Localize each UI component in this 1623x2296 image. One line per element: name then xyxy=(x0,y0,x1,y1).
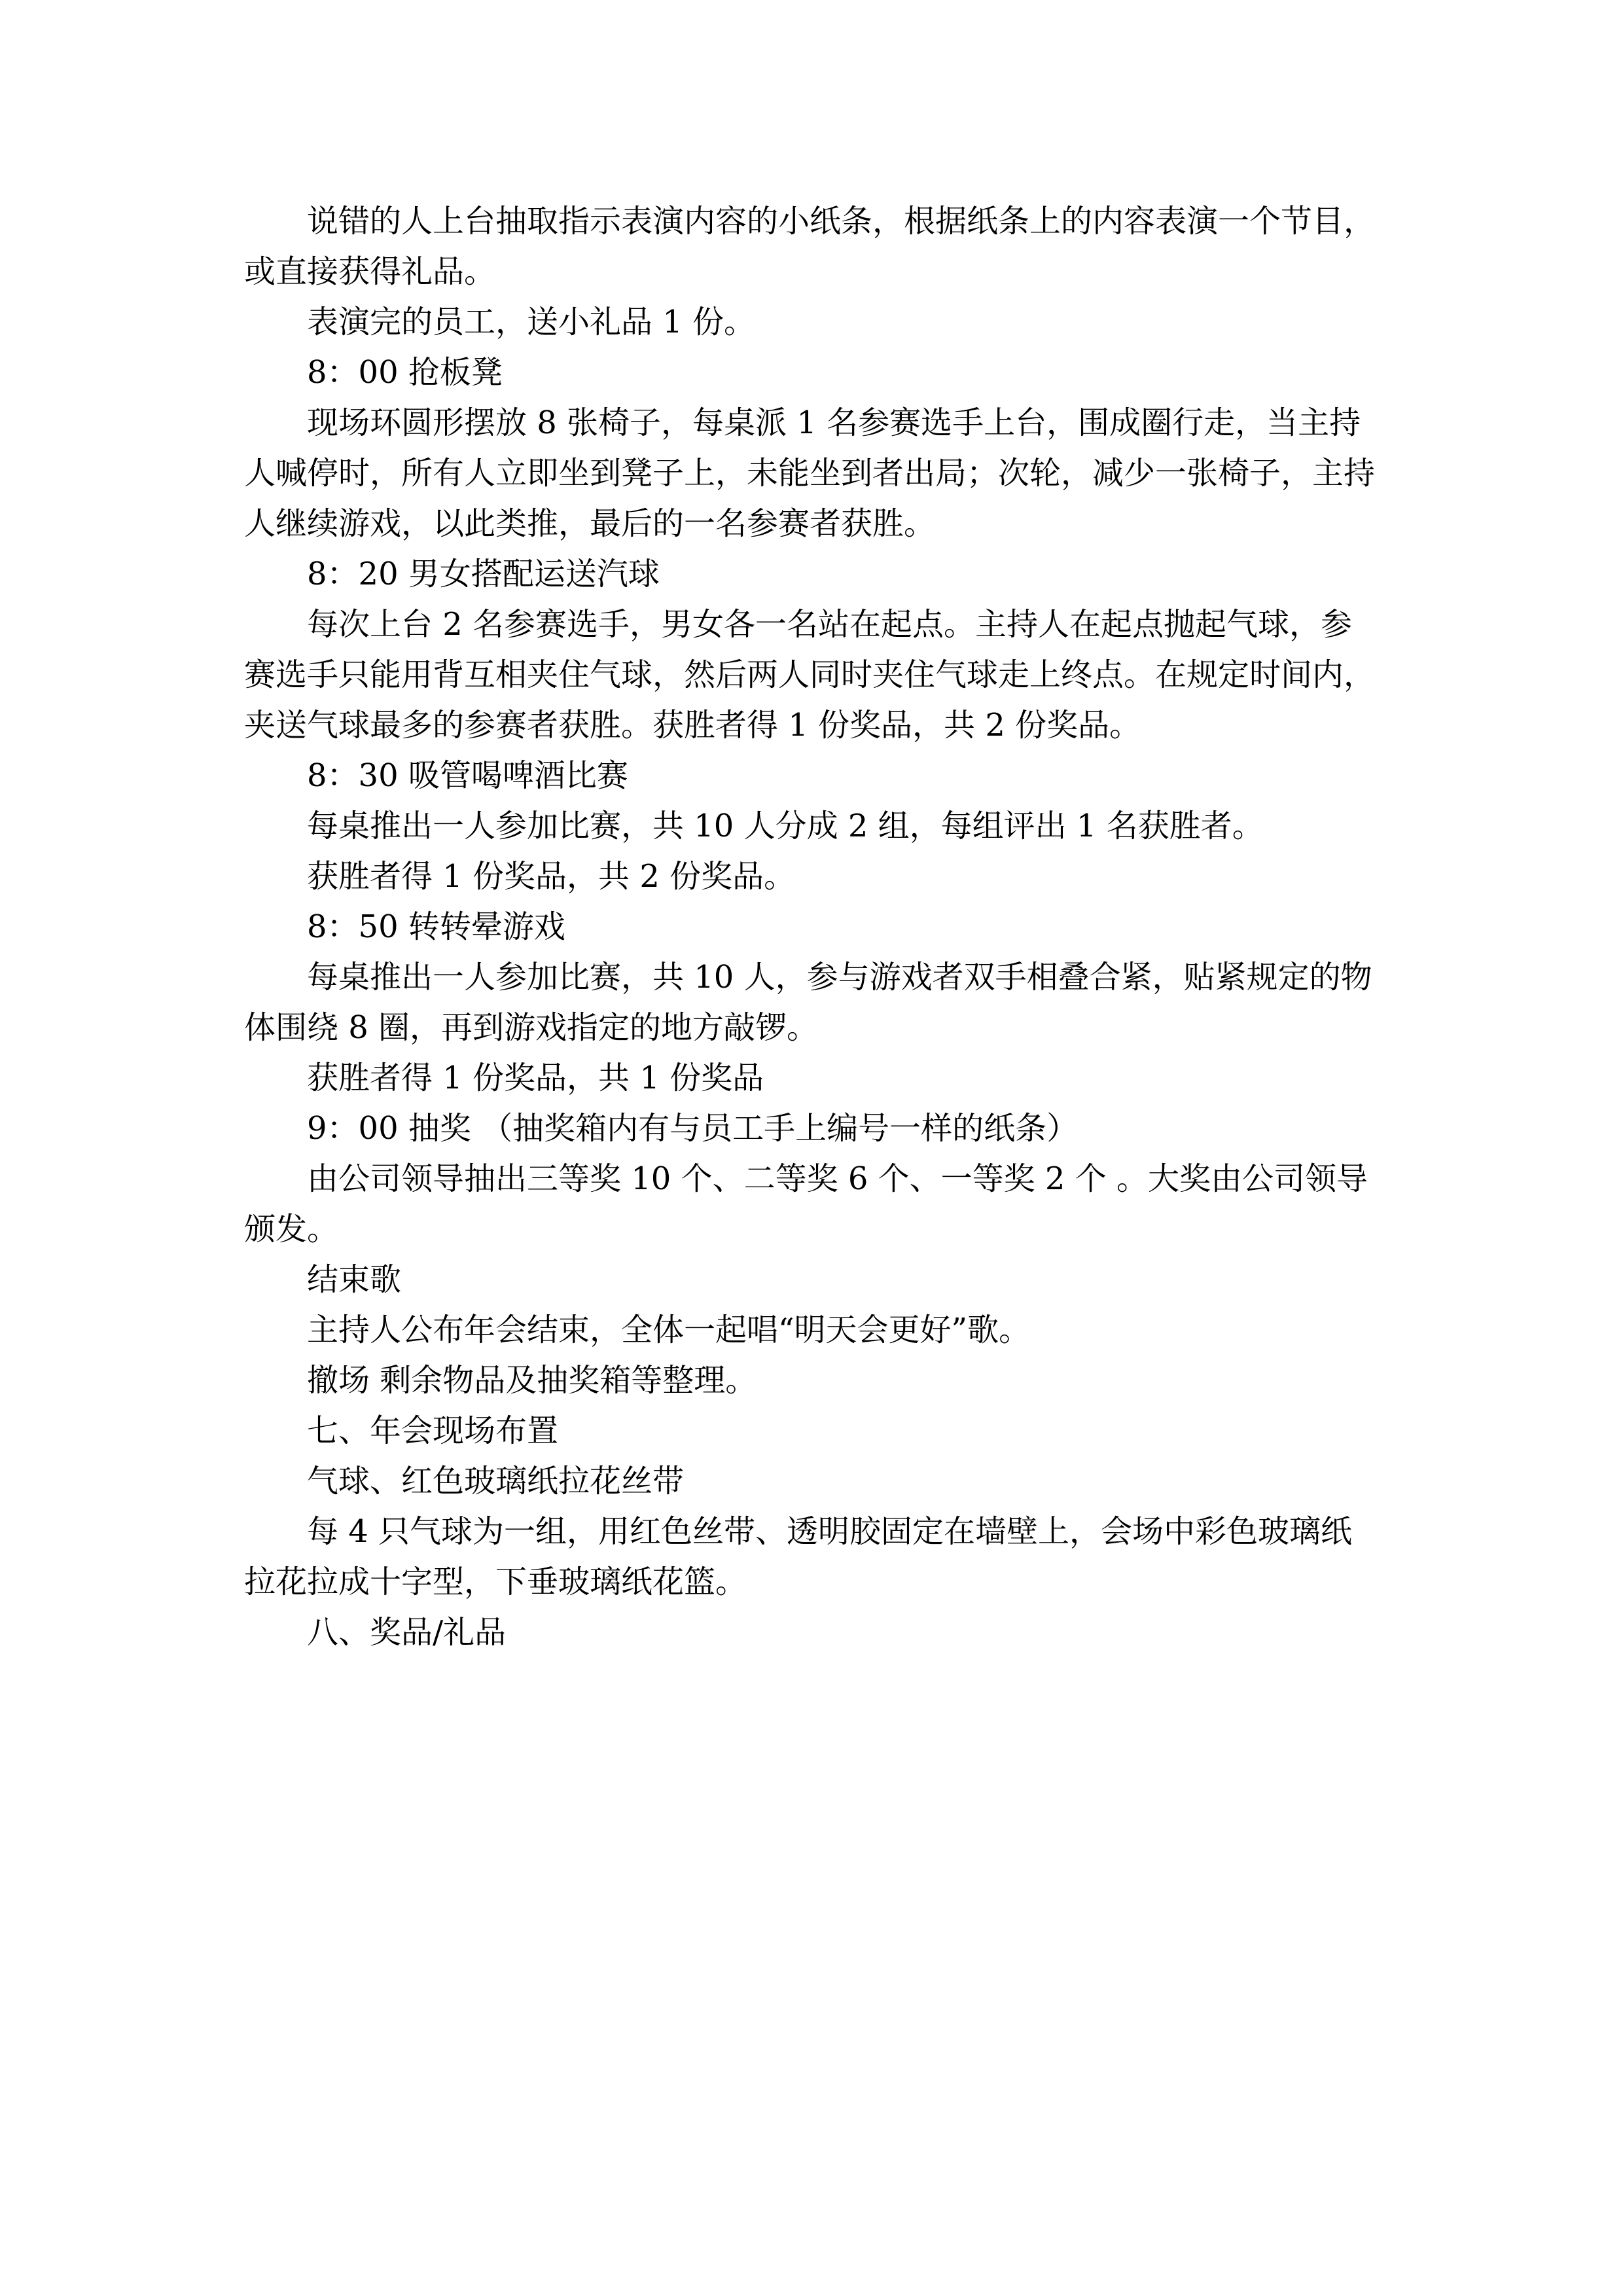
document-body xyxy=(244,196,1383,1658)
subheading-decorations: 气球、红色玻璃纸拉花丝带 xyxy=(307,1463,685,1499)
section-heading-820: 8：20 男女搭配运送汽球 xyxy=(307,556,660,592)
paragraph-3: 现场环圆形摆放 8 张椅子，每桌派 1 名参赛选手上台，围成圈行走，当主持人喊停时，所有人立即坐到凳子上，未能坐到者出局；次轮，减少一张椅子，主持人继续游戏，以此类推，最后的一名参赛者获胜。 xyxy=(244,404,1376,542)
paragraph-12: 每 4 只气球为一组，用红色丝带、透明胶固定在墙壁上，会场中彩色玻璃纸拉花拉成十字型，下垂玻璃纸花篮。 xyxy=(244,1513,1353,1600)
paragraph-5: 每桌推出一人参加比赛，共 10 人分成 2 组，每组评出 1 名获胜者。 xyxy=(307,808,1264,844)
section-heading-8: 八、奖品/礼品 xyxy=(307,1614,507,1651)
paragraph-4: 每次上台 2 名参赛选手，男女各一名站在起点。主持人在起点抛起气球，参赛选手只能用背互相夹住气球，然后两人同时夹住气球走上终点。在规定时间内，夹送气球最多的参赛者获胜。获胜者得 1 份奖品，共 2 份奖品。 xyxy=(244,606,1376,744)
section-heading-ending-song: 结束歌 xyxy=(307,1261,402,1298)
paragraph-8: 获胜者得 1 份奖品，共 1 份奖品 xyxy=(307,1060,764,1096)
paragraph-7: 每桌推出一人参加比赛，共 10 人，参与游戏者双手相叠合紧，贴紧规定的物体围绕 8 圈，再到游戏指定的地方敲锣。 xyxy=(244,959,1372,1046)
paragraph-10: 主持人公布年会结束，全体一起唱“明天会更好”歌。 xyxy=(307,1312,1031,1348)
paragraph-1: 说错的人上台抽取指示表演内容的小纸条，根据纸条上的内容表演一个节目，或直接获得礼品。 xyxy=(244,203,1376,290)
paragraph-2: 表演完的员工，送小礼品 1 份。 xyxy=(307,304,756,340)
section-heading-800: 8：00 抢板凳 xyxy=(307,354,503,391)
section-heading-7: 七、年会现场布置 xyxy=(307,1412,559,1449)
paragraph-11: 撤场 剩余物品及抽奖箱等整理。 xyxy=(307,1362,757,1399)
section-heading-830: 8：30 吸管喝啤酒比赛 xyxy=(307,757,628,794)
section-heading-850: 8：50 转转晕游戏 xyxy=(307,908,565,945)
section-heading-900: 9：00 抽奖 （抽奖箱内有与员工手上编号一样的纸条） xyxy=(307,1110,1079,1147)
paragraph-9: 由公司领导抽出三等奖 10 个、二等奖 6 个、一等奖 2 个 。大奖由公司领导颁发。 xyxy=(244,1160,1368,1247)
paragraph-6: 获胜者得 1 份奖品，共 2 份奖品。 xyxy=(307,858,796,895)
